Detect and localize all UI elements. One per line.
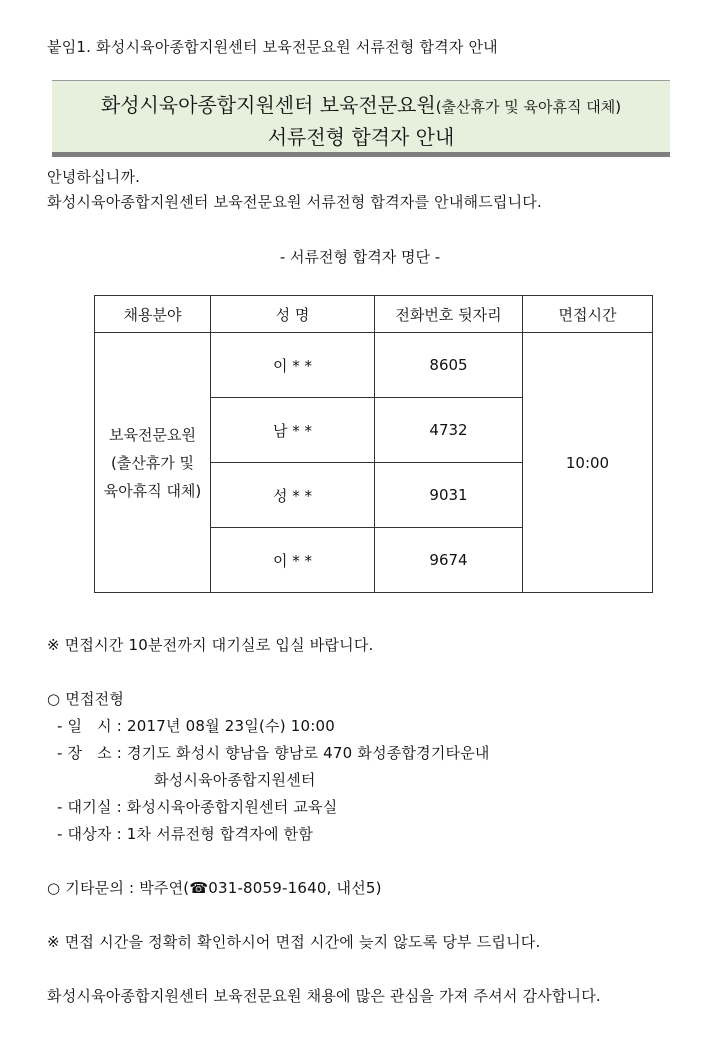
banner-title-main: 화성시육아종합지원센터 보육전문요원 bbox=[100, 93, 436, 117]
interview-waiting-room: - 대기실 : 화성시육아종합지원센터 교육실 bbox=[52, 798, 338, 816]
recruit-field-line: 육아휴직 대체) bbox=[103, 481, 202, 500]
table-header-row bbox=[95, 296, 653, 333]
banner-subtitle: 서류전형 합격자 안내 bbox=[267, 125, 455, 149]
interview-heading: ○ 면접전형 bbox=[47, 690, 125, 708]
intro-text: 화성시육아종합지원센터 보육전문요원 서류전형 합격자를 안내해드립니다. bbox=[47, 193, 542, 211]
table-row bbox=[95, 333, 653, 398]
recruit-field-line: 보육전문요원 bbox=[109, 425, 196, 444]
applicant-phone: 8605 bbox=[375, 333, 523, 398]
applicant-name: 이 * * bbox=[211, 528, 375, 593]
header-field: 채용분야 bbox=[95, 296, 211, 333]
contact-info: ○ 기타문의 : 박주연(☎031-8059-1640, 내선5) bbox=[47, 879, 382, 897]
interview-date: - 일 시 : 2017년 08월 23일(수) 10:00 bbox=[52, 717, 335, 735]
closing-message: 화성시육아종합지원센터 보육전문요원 채용에 많은 관심을 가져 주셔서 감사합니다. bbox=[47, 987, 601, 1005]
recruit-field-cell bbox=[95, 333, 211, 593]
interview-place: - 장 소 : 경기도 화성시 향남읍 향남로 470 화성종합경기타운내 bbox=[52, 744, 490, 762]
recruit-field-line: (출산휴가 및 bbox=[110, 453, 195, 472]
title-banner bbox=[52, 80, 670, 153]
interview-target: - 대상자 : 1차 서류전형 합격자에 한함 bbox=[52, 825, 314, 843]
applicant-phone: 4732 bbox=[375, 398, 523, 463]
header-name: 성 명 bbox=[211, 296, 375, 333]
banner-title bbox=[52, 89, 670, 118]
applicant-phone: 9674 bbox=[375, 528, 523, 593]
greeting: 안녕하십니까. bbox=[47, 168, 141, 186]
roster-table bbox=[94, 295, 653, 593]
interview-time-cell: 10:00 bbox=[523, 333, 653, 593]
notice-arrival: ※ 면접시간 10분전까지 대기실로 입실 바랍니다. bbox=[47, 636, 374, 654]
list-title: - 서류전형 합격자 명단 - bbox=[279, 248, 441, 266]
header-phone: 전화번호 뒷자리 bbox=[375, 296, 523, 333]
notice-punctuality: ※ 면접 시간을 정확히 확인하시어 면접 시간에 늦지 않도록 당부 드립니다. bbox=[47, 933, 541, 951]
header-time: 면접시간 bbox=[523, 296, 653, 333]
applicant-phone: 9031 bbox=[375, 463, 523, 528]
applicant-name: 성 * * bbox=[211, 463, 375, 528]
banner-title-paren: (출산휴가 및 육아휴직 대체) bbox=[435, 98, 622, 116]
interview-place-cont: 화성시육아종합지원센터 bbox=[154, 771, 316, 789]
applicant-name: 이 * * bbox=[211, 333, 375, 398]
attachment-label: 붙임1. 화성시육아종합지원센터 보육전문요원 서류전형 합격자 안내 bbox=[47, 38, 498, 56]
applicant-name: 남 * * bbox=[211, 398, 375, 463]
